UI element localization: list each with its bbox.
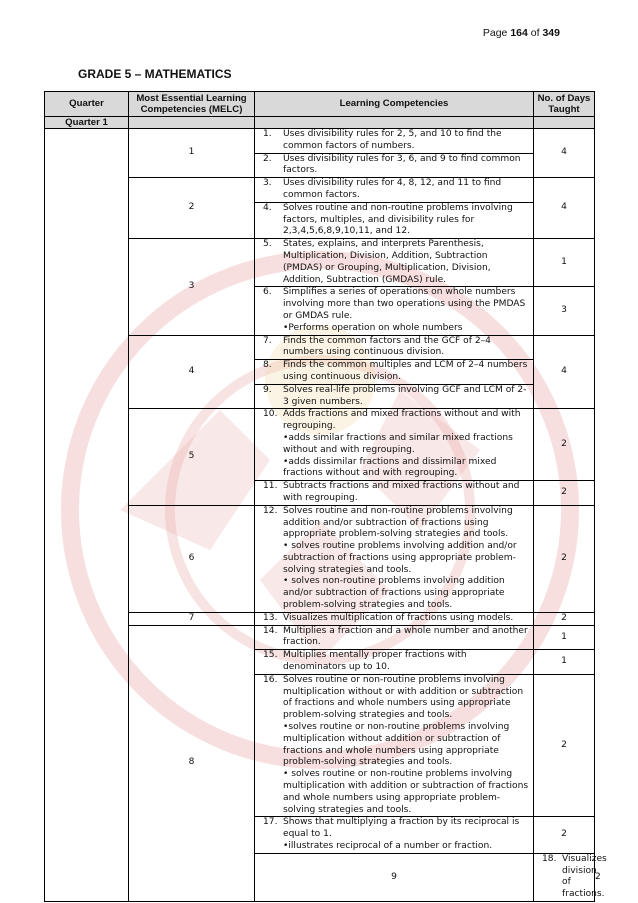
competency-cell xyxy=(255,817,534,853)
competency-cell xyxy=(255,202,534,238)
days-taught: 4 xyxy=(534,335,595,409)
melc-number: 3 xyxy=(129,239,255,335)
competency-cell xyxy=(255,612,534,625)
competency-cell xyxy=(255,178,534,203)
quarter-row xyxy=(45,117,595,129)
quarter-label: Quarter 1 xyxy=(45,117,129,129)
competency-text: Solves routine and non-routine problems involving addition and/or subtraction of fractions using appropriate problem-solving strategies and tools. • solves routine problems involving addition and/or subtraction of fractions using appropriate problem-solving strategies and tools. • solves non-routine problems involving addition and/or subtraction of fractions using appropriate problem-solving strategies and tools. xyxy=(283,505,517,611)
melc-number: 5 xyxy=(129,409,255,505)
competency-cell xyxy=(255,360,534,385)
competency-text: Multiplies mentally proper fractions with denominators up to 10. xyxy=(283,650,467,673)
competency-number: 17. xyxy=(263,817,278,828)
competency-text: Visualizes division of fractions. xyxy=(562,853,607,900)
melc-number: 4 xyxy=(129,335,255,409)
competency-number: 11. xyxy=(263,481,278,492)
melc-number: 2 xyxy=(129,178,255,239)
days-taught: 3 xyxy=(534,287,595,335)
competency-text: Solves routine or non-routine problems involving multiplication without or with addition or subtraction of fractions and whole numbers using appropriate problem-solving strategies and tools. •solves routine or non-routine problems involving multiplication without addition or subtraction of fractions and whole numbers using appropriate problem-solving strategies and tools. • solves routine or non-routine problems involving multiplication with addition or subtraction of fractions and whole numbers using appropriate problem-solving strategies and tools. xyxy=(283,674,529,815)
competency-number: 1. xyxy=(263,129,272,139)
header-days: No. of Days Taught xyxy=(534,92,595,117)
competency-text: Subtracts fractions and mixed fractions without and with regrouping. xyxy=(283,481,520,503)
competency-cell xyxy=(255,335,534,360)
competency-cell xyxy=(255,674,534,817)
competency-number: 6. xyxy=(263,287,272,298)
competency-cell xyxy=(255,153,534,178)
days-taught: 2 xyxy=(534,481,595,506)
competency-number: 8. xyxy=(263,360,272,371)
days-taught: 1 xyxy=(534,625,595,650)
competency-text: Uses divisibility rules for 3, 6, and 9 to find common factors. xyxy=(283,153,521,176)
table-body xyxy=(45,117,607,902)
competency-number: 15. xyxy=(263,650,278,661)
table-row: 9 18. Visualizes division of fractions. 2 xyxy=(45,853,595,901)
quarter-cell xyxy=(45,129,129,902)
competency-cell xyxy=(255,287,534,335)
days-taught: 2 xyxy=(534,674,595,817)
competency-number: 18. xyxy=(542,853,557,864)
days-taught: 1 xyxy=(534,650,595,675)
competency-cell xyxy=(255,481,534,506)
header-competencies: Learning Competencies xyxy=(255,92,534,117)
competency-number: 13. xyxy=(263,612,278,623)
melc-number: 6 xyxy=(129,505,255,612)
competency-cell xyxy=(255,129,534,154)
days-taught: 1 xyxy=(534,239,595,287)
competency-number: 16. xyxy=(263,674,278,685)
competency-text: Shows that multiplying a fraction by its reciprocal is equal to 1. •illustrates reciprocal of a number or fraction. xyxy=(283,817,520,852)
competency-cell xyxy=(255,384,534,409)
competency-text: Solves routine and non-routine problems involving factors, multiples, and divisibility rules for 2,3,4,5,6,8,9,10,11, and 12. xyxy=(283,202,513,237)
competency-cell xyxy=(255,625,534,650)
competency-number: 7. xyxy=(263,335,272,346)
page-number: Page 164 of 349 xyxy=(482,27,560,39)
competency-text: Adds fractions and mixed fractions without and with regrouping. •adds similar fractions and similar mixed fractions without and with regrouping. •adds dissimilar fractions and dissimilar mixed fractions without and with regrouping. xyxy=(283,409,521,479)
competency-number: 2. xyxy=(263,153,272,164)
competency-number: 12. xyxy=(263,505,278,516)
competency-text: States, explains, and interprets Parenthesis, Multiplication, Division, Addition, Subtraction (PMDAS) or Grouping, Multiplication, Division, Addition, Subtraction (GMDAS) rule. xyxy=(283,239,491,285)
days-taught: 2 xyxy=(534,409,595,481)
competency-text: Finds the common multiples and LCM of 2–4 numbers using continuous division. xyxy=(283,360,528,382)
document-title: GRADE 5 – MATHEMATICS xyxy=(78,67,232,81)
competency-text: Uses divisibility rules for 4, 8, 12, and 11 to find common factors. xyxy=(283,178,502,200)
competency-text: Finds the common factors and the GCF of 2–4 numbers using continuous division. xyxy=(283,335,491,358)
competency-number: 5. xyxy=(263,239,272,250)
days-taught: 4 xyxy=(534,129,595,178)
competencies-table xyxy=(44,91,607,902)
competency-number: 9. xyxy=(263,384,272,395)
days-taught: 4 xyxy=(534,178,595,239)
competency-text: Uses divisibility rules for 2, 5, and 10 to find the common factors of numbers. xyxy=(283,129,502,151)
competency-cell xyxy=(255,505,534,612)
competency-number: 10. xyxy=(263,409,278,420)
competency-number: 3. xyxy=(263,178,272,189)
competency-number: 14. xyxy=(263,625,278,636)
table-row xyxy=(45,129,595,154)
melc-number: 8 xyxy=(129,625,255,901)
competency-text: Solves real-life problems involving GCF and LCM of 2-3 given numbers. xyxy=(283,384,527,407)
days-taught: 2 xyxy=(534,505,595,612)
competency-cell xyxy=(255,409,534,481)
competency-cell xyxy=(534,853,607,901)
competency-cell xyxy=(255,650,534,675)
competency-number: 4. xyxy=(263,202,272,213)
melc-number: 1 xyxy=(129,129,255,178)
melc-number: 9 xyxy=(255,853,534,901)
table-header-row xyxy=(45,92,595,117)
header-quarter: Quarter xyxy=(45,92,129,117)
competency-cell xyxy=(255,239,534,287)
competency-text: Multiplies a fraction and a whole number and another fraction. xyxy=(283,625,528,648)
header-melc: Most Essential Learning Competencies (MELC) xyxy=(129,92,255,117)
days-taught: 2 xyxy=(534,817,595,853)
competency-text: Simplifies a series of operations on whole numbers involving more than two operations using the PMDAS or GMDAS rule. •Performs operation on whole numbers xyxy=(283,287,526,333)
competency-text: Visualizes multiplication of fractions using models. xyxy=(283,612,514,623)
days-taught: 2 xyxy=(534,612,595,625)
melc-number: 7 xyxy=(129,612,255,625)
